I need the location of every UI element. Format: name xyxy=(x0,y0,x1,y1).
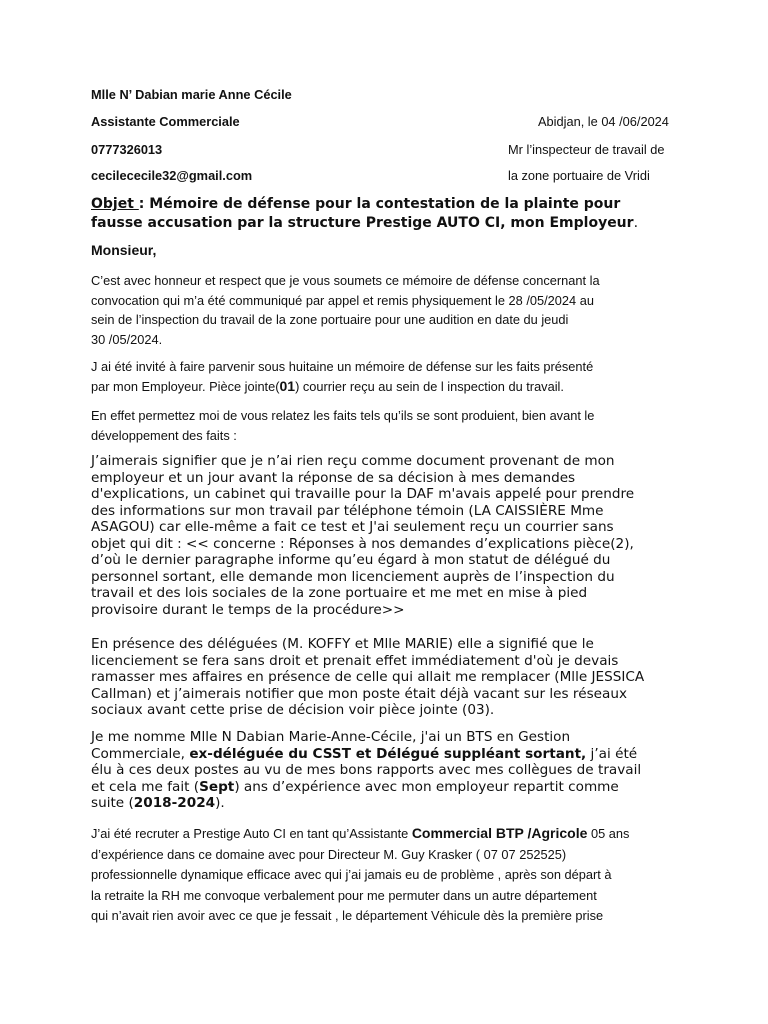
paragraph-2 xyxy=(91,357,593,396)
paragraph-7 xyxy=(91,823,629,927)
paragraph-line: licenciement se fera sans droit et prenait effet immédiatement d'où je devais xyxy=(91,652,619,669)
paragraph-line: employeur et un jour avant la réponse de sa décision à mes demandes xyxy=(91,469,576,486)
attachment-number: 01 xyxy=(279,377,296,394)
paragraph-line: ramasser mes affaires en présence de celle qui allait me remplacer (Mlle JESSICA xyxy=(91,669,645,685)
place-date: Abidjan, le 04 /06/2024 xyxy=(538,114,669,129)
paragraph-line: personnel sortant, elle demande mon licenciement auprès de l’inspection du xyxy=(91,568,615,585)
paragraph-line: sein de l’inspection du travail de la zone portuaire pour une audition en date du jeudi xyxy=(91,312,569,327)
paragraph-line: En effet permettez moi de vous relatez les faits tels qu’ils se sont produient, bien avant le xyxy=(91,408,595,423)
paragraph-text: Commerciale, xyxy=(91,745,190,762)
paragraph-line: des informations sur mon travail par téléphone témoin (LA CAISSIÈRE Mme xyxy=(91,502,604,519)
paragraph-text: ) ans d’expérience avec mon employeur repartit comme xyxy=(234,778,619,795)
paragraph-line: d’expérience dans ce domaine avec pour Directeur M. Guy Krasker ( 07 07 252525) xyxy=(91,846,567,862)
paragraph-line: d'explications, un cabinet qui travaille pour la DAF m'avais appelé pour prendre xyxy=(91,486,635,502)
paragraph-line: travail et des lois sociales de la zone portuaire et me met en mise à pied xyxy=(91,585,588,601)
paragraph-line: J’aimerais signifier que je n’ai rien reçu comme document provenant de mon xyxy=(91,453,615,469)
subject xyxy=(91,195,638,233)
paragraph-line: provisoire durant le temps de la procédure>> xyxy=(91,601,405,618)
recipient-line-1: Mr l’inspecteur de travail de xyxy=(508,142,665,157)
sender-title: Assistante Commerciale xyxy=(91,114,240,129)
job-title: Commercial BTP /Agricole xyxy=(411,825,588,841)
paragraph-text: suite ( xyxy=(91,795,134,811)
subject-label: Objet xyxy=(91,196,139,212)
recipient-line-2: la zone portuaire de Vridi xyxy=(508,168,650,183)
paragraph-line: J ai été invité à faire parvenir sous huitaine un mémoire de défense sur les faits présenté xyxy=(91,359,594,374)
paragraph-line: qui n’avait rien avoir avec ce que je fessait , le département Véhicule dès la première prise xyxy=(91,908,604,924)
paragraph-line: 30 /05/2024. xyxy=(91,331,163,347)
subject-line-1: Mémoire de défense pour la contestation de la plainte pour xyxy=(144,196,621,212)
paragraph-4 xyxy=(91,453,634,618)
paragraph-text: ). xyxy=(215,795,225,811)
paragraph-line: élu à ces deux postes au vu de mes bons rapports avec mes collègues de travail xyxy=(91,762,642,778)
paragraph-line: développement des faits : xyxy=(91,427,237,443)
paragraph-text: J’ai été recruter a Prestige Auto CI en tant qu’Assistante xyxy=(91,826,412,841)
paragraph-5 xyxy=(91,636,644,719)
paragraph-line: En présence des déléguées (M. KOFFY et Mlle MARIE) elle a signifié que le xyxy=(91,636,594,652)
paragraph-line: Callman) et j’aimerais notifier que mon poste était déjà vacant sur les réseaux xyxy=(91,685,628,702)
paragraph-line: d’où le dernier paragraphe informe qu’eu égard à mon statut de délégué du xyxy=(91,552,611,568)
paragraph-line: ASAGOU) car elle-même a fait ce test et J'ai seulement reçu un courrier sans xyxy=(91,519,614,535)
years-range: 2018-2024 xyxy=(133,795,216,811)
salutation: Monsieur, xyxy=(91,242,157,258)
paragraph-line: sociaux avant cette prise de décision voir pièce jointe (03). xyxy=(91,702,495,718)
paragraph-text: 05 ans xyxy=(587,826,630,841)
paragraph-text: ) courrier reçu au sein de l inspection du travail. xyxy=(295,378,564,394)
paragraph-text: j’ai été xyxy=(586,745,638,762)
sender-email: cecilececile32@gmail.com xyxy=(91,168,253,183)
subject-end: . xyxy=(633,215,639,231)
subject-line-2: fausse accusation par la structure Prestige AUTO CI, mon Employeur xyxy=(91,215,634,231)
paragraph-3 xyxy=(91,406,594,445)
subject-colon: : xyxy=(138,196,145,212)
sender-name: Mlle N’ Dabian marie Anne Cécile xyxy=(91,87,292,102)
paragraph-line: la retraite la RH me convoque verbalement pour me permuter dans un autre département xyxy=(91,887,597,903)
paragraph-line: convocation qui m’a été communiqué par appel et remis physiquement le 28 /05/2024 au xyxy=(91,292,594,308)
paragraph-text: et cela me fait ( xyxy=(91,778,200,795)
paragraph-line: C’est avec honneur et respect que je vous soumets ce mémoire de défense concernant la xyxy=(91,273,600,288)
years-count: Sept xyxy=(199,778,235,795)
paragraph-6 xyxy=(91,729,641,812)
paragraph-1 xyxy=(91,271,600,349)
paragraph-line: objet qui dit : << concerne : Réponses à nos demandes d’explications pièce(2), xyxy=(91,535,634,552)
paragraph-text: par mon Employeur. Pièce jointe( xyxy=(91,378,280,394)
paragraph-line: Je me nomme Mlle N Dabian Marie-Anne-Cécile, j'ai un BTS en Gestion xyxy=(91,729,571,745)
delegate-role: ex-déléguée du CSST et Délégué suppléant sortant, xyxy=(189,745,587,762)
sender-phone: 0777326013 xyxy=(91,142,163,157)
paragraph-line: professionnelle dynamique efficace avec qui j’ai jamais eu de problème , après son départ à xyxy=(91,867,612,883)
